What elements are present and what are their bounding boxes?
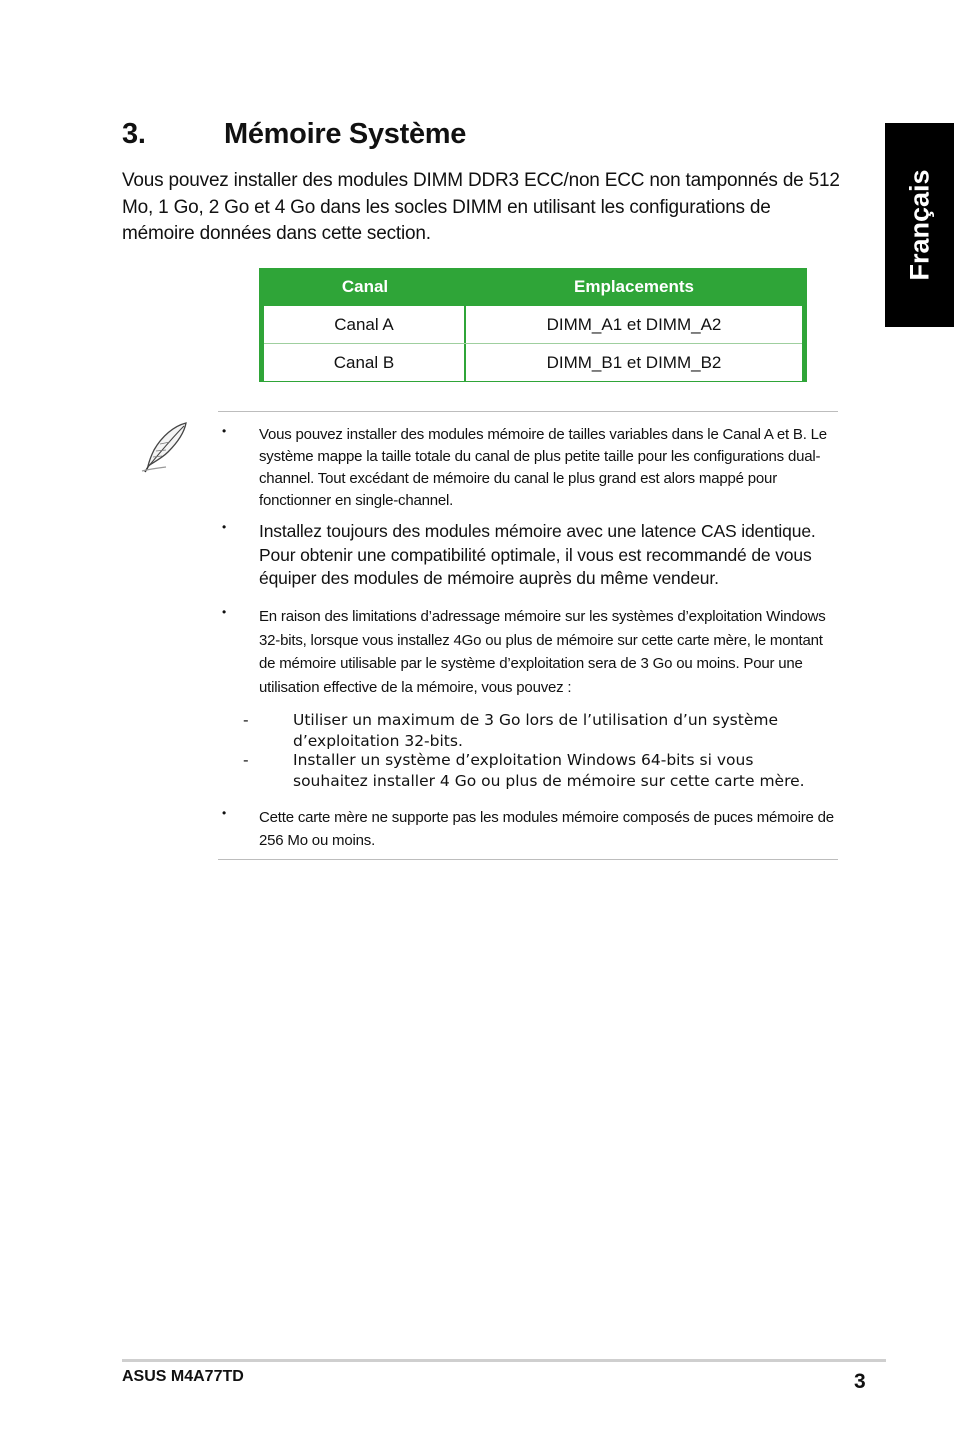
column-header-emplacements: Emplacements	[574, 277, 694, 296]
dash: -	[243, 711, 249, 729]
bullet: •	[222, 605, 227, 619]
table-row	[264, 343, 802, 381]
bullet: •	[222, 424, 227, 438]
table-cell: DIMM_A1 et DIMM_A2	[546, 314, 722, 334]
section-number: 3.	[122, 118, 146, 150]
note-item	[222, 806, 838, 852]
intro-paragraph: Vous pouvez installer des modules DIMM DDR3 ECC/non ECC non tamponnés de 512 Mo, 1 Go, 2 Go et 4 Go dans les socles DIMM en utilisant les configurations de mémoire données dans cette section.	[122, 170, 840, 244]
note-bottom-rule	[218, 859, 838, 860]
note-item	[222, 424, 838, 512]
feather-pen-icon	[140, 420, 192, 474]
note-item	[222, 605, 838, 699]
sub-item-text: Installer un système d’exploitation Windows 64-bits si vous souhaitez installer 4 Go ou plus de mémoire sur cette carte mère.	[293, 751, 805, 790]
table-header	[264, 268, 802, 306]
dash: -	[243, 751, 249, 769]
table-cell: Canal B	[264, 344, 466, 381]
table-cell: Canal A	[264, 306, 466, 343]
footer-product: ASUS M4A77TD	[122, 1368, 244, 1385]
channel-table	[259, 268, 807, 382]
page-number: 3	[854, 1370, 866, 1393]
sub-item	[243, 710, 823, 751]
section-title: Mémoire Système	[224, 118, 467, 150]
bullet: •	[222, 806, 227, 820]
bullet: •	[222, 520, 227, 534]
column-header-canal: Canal	[341, 277, 389, 296]
note-text: Installez toujours des modules mémoire avec une latence CAS identique. Pour obtenir une compatibilité optimale, il vous est recommandé de vous équiper des modules de mémoire auprès du même vendeur.	[259, 521, 816, 588]
language-tab	[885, 123, 954, 327]
language-tab-label: Français	[904, 169, 934, 281]
sub-item	[243, 750, 823, 791]
note-top-rule	[218, 411, 838, 412]
note-text: Vous pouvez installer des modules mémoire de tailles variables dans le Canal A et B. Le système mappe la taille totale du canal de plus petite taille pour les configurations dual-channel. Tout excédant de mémoire du canal le plus grand est alors mappé pour fonctionner en single-channel.	[259, 426, 827, 509]
sub-item-text: Utiliser un maximum de 3 Go lors de l’utilisation d’un système d’exploitation 32-bits.	[293, 711, 778, 750]
note-text: Cette carte mère ne supporte pas les modules mémoire composés de puces mémoire de 256 Mo ou moins.	[259, 809, 834, 849]
footer-rule	[122, 1359, 886, 1362]
table-cell: DIMM_B1 et DIMM_B2	[546, 352, 722, 372]
table-row	[264, 306, 802, 343]
note-text: En raison des limitations d’adressage mémoire sur les systèmes d’exploitation Windows 32-bits, lorsque vous installez 4Go ou plus de mémoire sur cette carte mère, le montant de mémoire utilisable par le système d’exploitation sera de 3 Go ou moins. Pour une utilisation effective de la mémoire, vous pouvez :	[259, 608, 826, 696]
note-item	[222, 520, 838, 591]
